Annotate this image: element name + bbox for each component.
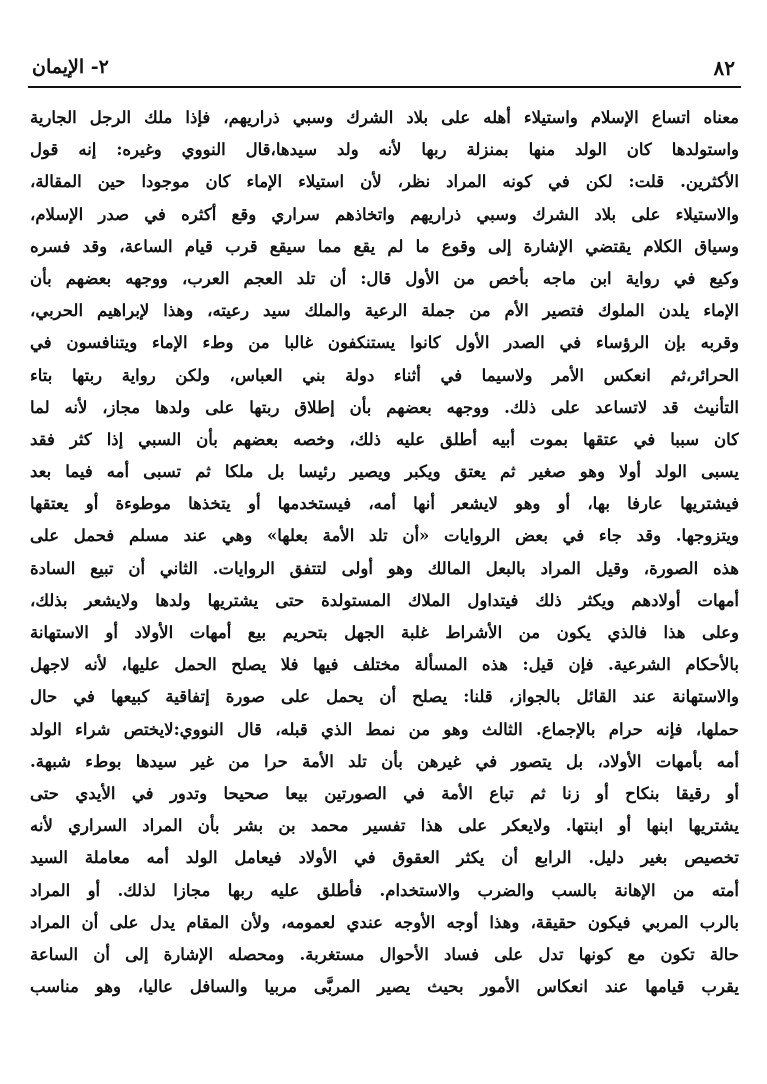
text-line: ويتزوجها. وقد جاء في بعض الروايات «أن تلد الأمة بعلها» وهي عند مسلم فحمل على bbox=[30, 526, 739, 546]
text-line: يقرب قيامها عند انعكاس الأمور بحيث يصير المربَّى مربيا والسافل عاليا، وهو مناسب bbox=[30, 977, 739, 997]
text-line: واستولدها كان الولد منها بمنزلة ربها لأنه ولد سيدها،قال النووي وغيره: إنه قول bbox=[30, 140, 739, 160]
page-number: ٨٢ bbox=[713, 56, 735, 80]
text-line: معناه اتساع الإسلام واستيلاء أهله على بلاد الشرك وسبي ذراريهم، فإذا ملك الرجل الجارية bbox=[30, 108, 739, 127]
body-text bbox=[30, 102, 739, 1003]
text-line: التأنيث قد لاتساعد على ذلك. ووجهه بعضهم بأن إطلاق ربتها على ولدها مجاز، لأنه لما bbox=[30, 397, 739, 417]
text-line: أمه بأمهات الأولاد، بل يتصور في غيرهن بأن تلد الأمة حرا من غير سيدها بوطء شبهة. bbox=[30, 751, 739, 771]
text-line: الإماء يلدن الملوك فتصير الأم من جملة الرعية والملك سيد رعيته، وهذا لإبراهيم الحربي، bbox=[30, 301, 739, 321]
text-line: الحرائر،ثم انعكس الأمر ولاسيما في أثناء دولة بني العباس، ولكن رواية ربتها بتاء bbox=[30, 365, 739, 385]
text-line: أمهات أولادهم ويكثر ذلك فيتداول الملاك المستولدة حتى يشتريها ولدها ولايشعر بذلك، bbox=[30, 590, 739, 610]
chapter-title: ٢- الإيمان bbox=[32, 56, 109, 78]
text-line: الأكثرين. قلت: لكن في كونه المراد نظر، لأن استيلاء الإماء كان موجودا حين المقالة، bbox=[30, 172, 739, 192]
text-line: فيشتريها عارفا بها، أو وهو لايشعر أنها أمه، فيستخدمها أو يتخذها موطوءة أو يعتقها bbox=[30, 494, 739, 514]
text-line: بالرب المربي فيكون حقيقة، وهذا أوجه الأوجه عندي لعمومه، ولأن المقام يدل على أن المراد bbox=[30, 912, 739, 932]
text-line: يسبى الولد أولا وهو صغير ثم يعتق ويكبر ويصير رئيسا بل ملكا ثم تسبى أمه فيما بعد bbox=[30, 462, 739, 482]
text-line: هذه الصورة، وقيل المراد بالبعل المالك وهو أولى لتتفق الروايات. الثاني أن تبيع السادة bbox=[30, 558, 739, 578]
text-line: وسياق الكلام يقتضي الإشارة إلى وقوع ما لم يقع مما سيقع قرب قيام الساعة، وقد فسره bbox=[30, 236, 739, 256]
text-line: حالة تكون مع كونها تدل على فساد الأحوال مستغربة. ومحصله الإشارة إلى أن الساعة bbox=[30, 944, 739, 964]
text-line: حملها، فإنه حرام بالإجماع. الثالث وهو من نمط الذي قبله، قال النووي:لايختص شراء الولد bbox=[30, 719, 739, 739]
text-line: بالأحكام الشرعية. فإن قيل: هذه المسألة مختلف فيها فلا يصلح الحمل عليها، لأنه لاجهل bbox=[30, 655, 739, 675]
text-line: أو رقيقا بنكاح أو زنا ثم تباع الأمة في الصورتين بيعا صحيحا وتدور في الأيدي حتى bbox=[30, 783, 739, 803]
header-rule bbox=[28, 86, 741, 88]
text-line: كان سببا في عتقها بموت أبيه أطلق عليه ذلك، وخصه بعضهم بأن السبي إذا كثر فقد bbox=[30, 429, 739, 449]
text-line: والاستيلاء على بلاد الشرك وسبي ذراريهم واتخاذهم سراري وقع أكثره في صدر الإسلام، bbox=[30, 204, 739, 224]
text-line: والاستهانة عند القائل بالجواز، قلنا: يصلح أن يحمل على صورة إتفاقية كبيعها في حال bbox=[30, 687, 739, 707]
text-line: تخصيص بغير دليل. الرابع أن يكثر العقوق في الأولاد فيعامل الولد أمه معاملة السيد bbox=[30, 848, 739, 868]
text-line: وكيع في رواية ابن ماجه بأخص من الأول قال: أن تلد العجم العرب، ووجهه بعضهم بأن bbox=[30, 268, 739, 288]
page-header bbox=[28, 52, 741, 84]
text-line: يشتريها ابنها أو ابنتها. ولايعكر على هذا تفسير محمد بن بشر بأن المراد السراري لأنه bbox=[30, 816, 739, 836]
text-line: وعلى هذا فالذي يكون من الأشراط غلبة الجهل بتحريم بيع أمهات الأولاد أو الاستهانة bbox=[30, 623, 739, 642]
text-line: أمته من الإهانة بالسب والضرب والاستخدام. فأطلق عليه ربها مجازا لذلك. أو المراد bbox=[30, 880, 739, 900]
text-line: وقربه بإن الرؤساء في الصدر الأول كانوا يستنكفون غالبا من وطء الإماء ويتنافسون في bbox=[30, 333, 739, 353]
